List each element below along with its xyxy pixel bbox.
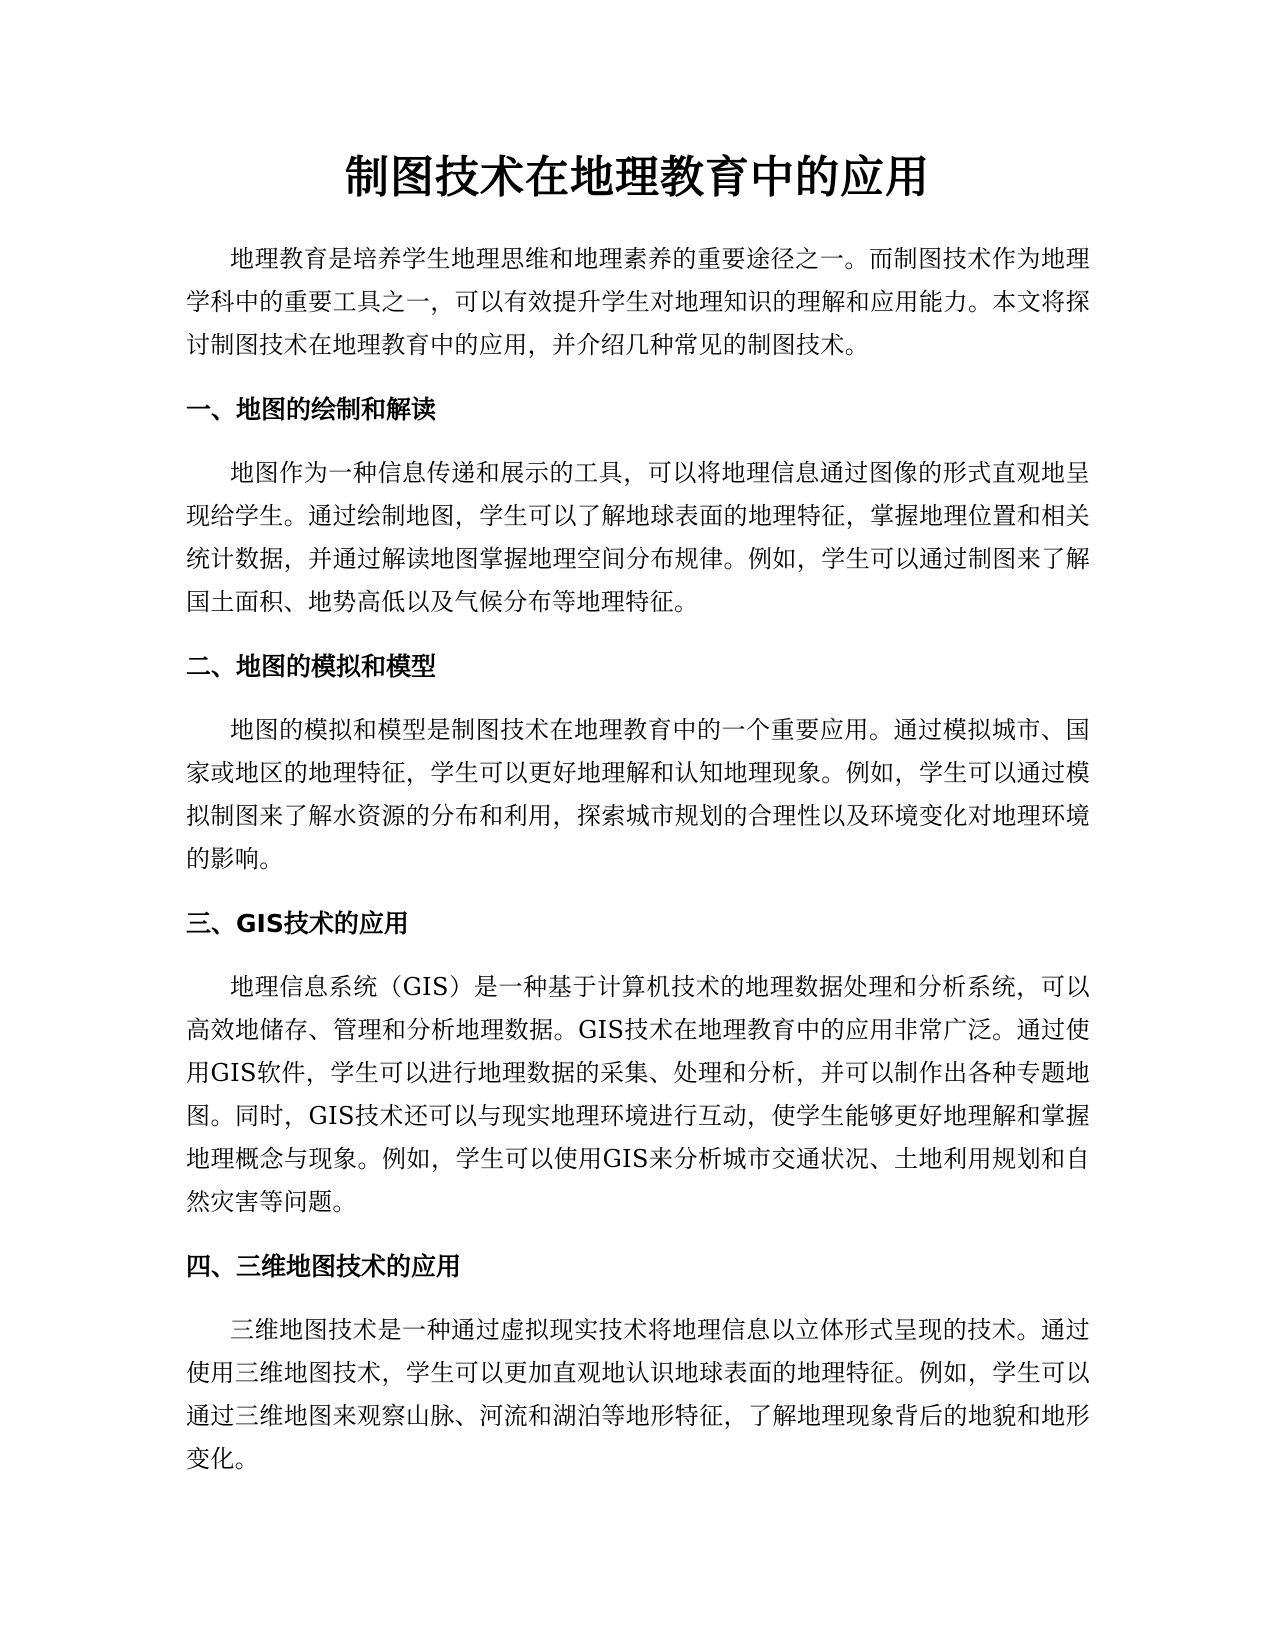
section-heading-map-simulation: 二、地图的模拟和模型 xyxy=(186,652,437,681)
section-paragraph-map-simulation: 地图的模拟和模型是制图技术在地理教育中的一个重要应用。通过模拟城市、国家或地区的地理特征，学生可以更好地理解和认知地理现象。例如，学生可以通过模拟制图来了解水资源的分布和利用，探索城市规划的合理性以及环境变化对地理环境的影响。 xyxy=(186,716,1090,873)
document-body xyxy=(186,238,1090,1502)
section-paragraph-map-drawing: 地图作为一种信息传递和展示的工具，可以将地理信息通过图像的形式直观地呈现给学生。通过绘制地图，学生可以了解地球表面的地理特征，掌握地理位置和相关统计数据，并通过解读地图掌握地理空间分布规律。例如，学生可以通过制图来了解国土面积、地势高低以及气候分布等地理特征。 xyxy=(186,459,1090,616)
section-heading-gis: 三、GIS技术的应用 xyxy=(186,909,409,938)
section-heading-map-drawing: 一、地图的绘制和解读 xyxy=(186,395,437,424)
section-paragraph-3d-map: 三维地图技术是一种通过虚拟现实技术将地理信息以立体形式呈现的技术。通过使用三维地图技术，学生可以更加直观地认识地球表面的地理特征。例如，学生可以通过三维地图来观察山脉、河流和湖泊等地形特征，了解地理现象背后的地貌和地形变化。 xyxy=(186,1316,1090,1473)
section-paragraph-gis: 地理信息系统（GIS）是一种基于计算机技术的地理数据处理和分析系统，可以高效地储存、管理和分析地理数据。GIS技术在地理教育中的应用非常广泛。通过使用GIS软件，学生可以进行地理数据的采集、处理和分析，并可以制作出各种专题地图。同时，GIS技术还可以与现实地理环境进行互动，使学生能够更好地理解和掌握地理概念与现象。例如，学生可以使用GIS来分析城市交通状况、土地利用规划和自然灾害等问题。 xyxy=(186,973,1090,1216)
intro-paragraph: 地理教育是培养学生地理思维和地理素养的重要途径之一。而制图技术作为地理学科中的重要工具之一，可以有效提升学生对地理知识的理解和应用能力。本文将探讨制图技术在地理教育中的应用，并介绍几种常见的制图技术。 xyxy=(186,245,1090,359)
section-heading-3d-map: 四、三维地图技术的应用 xyxy=(186,1252,462,1281)
document-title: 制图技术在地理教育中的应用 xyxy=(345,152,930,203)
